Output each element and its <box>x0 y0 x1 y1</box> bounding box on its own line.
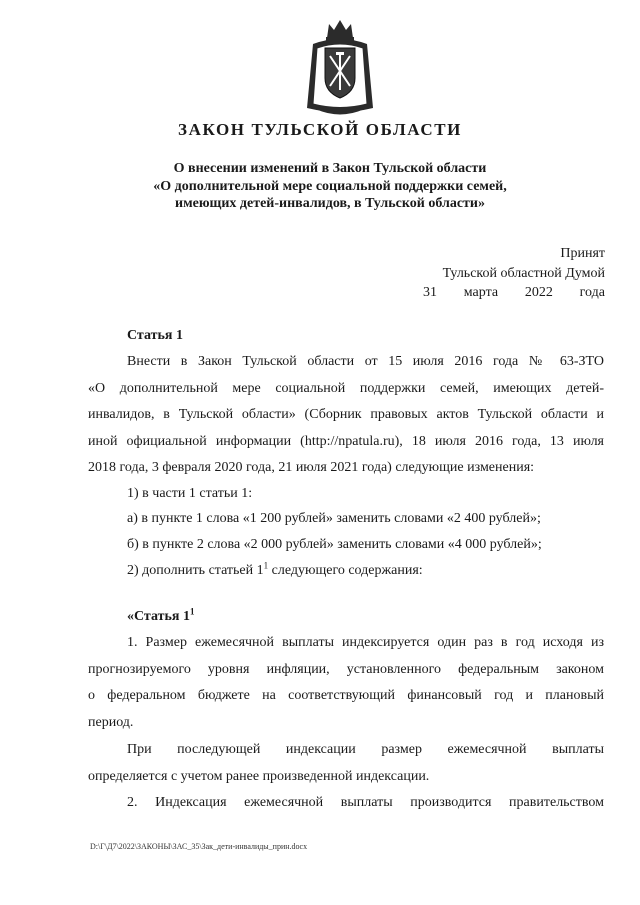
p2-line: При последующей индексации размер ежемесячной выплаты <box>127 742 604 757</box>
adoption-block <box>423 244 605 303</box>
item-1b: б) в пункте 2 слова «2 000 рублей» заменить словами «4 000 рублей»; <box>127 537 542 552</box>
article-1-intro <box>88 349 604 482</box>
adoption-year: 2022 <box>524 285 553 300</box>
coat-of-arms-emblem <box>303 16 377 120</box>
law-subtitle <box>120 160 540 213</box>
p3-line: 2. Индексация ежемесячной выплаты производится правительством <box>127 795 604 810</box>
item-1a: а) в пункте 1 слова «1 200 рублей» заменить словами «2 400 рублей»; <box>127 511 541 526</box>
item-2-text-end: следующего содержания: <box>268 563 423 578</box>
p1-line: о федеральном бюджете на соответствующий финансовый год и плановый <box>88 688 604 703</box>
intro-line: инвалидов, в Тульской области» (Сборник правовых актов Тульской области и <box>88 407 604 422</box>
p1-line: 1. Размер ежемесячной выплаты индексируется один раз в год исходя из <box>127 635 604 650</box>
subtitle-line: «О дополнительной мере социальной поддержки семей, <box>153 178 507 194</box>
item-2 <box>127 560 423 579</box>
item-1: 1) в части 1 статьи 1: <box>127 486 253 501</box>
item-2-text: 2) дополнить статьей 1 <box>127 563 264 578</box>
subtitle-line: О внесении изменений в Закон Тульской области <box>173 161 487 176</box>
adoption-date <box>423 283 605 303</box>
p2-line: определяется с учетом ранее произведенной индексации. <box>88 768 430 784</box>
adoption-day: 31 <box>423 285 437 300</box>
file-path-footer: D:\Г\Д7\2022\ЗАКОНЫ\ЗАС_35\Зак_дети-инвалиды_прин.docx <box>90 842 308 851</box>
subtitle-line: имеющих детей-инвалидов, в Тульской области» <box>175 196 485 211</box>
article-1-1-paragraph-1 <box>88 630 604 736</box>
p1-line: период. <box>88 714 134 730</box>
article-1-1-paragraph-2 <box>88 737 604 790</box>
p1-line: прогнозируемого уровня инфляции, установленного федеральным законом <box>88 661 604 677</box>
adopted-body: Тульской областной Думой <box>442 265 605 281</box>
law-title: ЗАКОН ТУЛЬСКОЙ ОБЛАСТИ <box>178 120 462 139</box>
article-1-1-heading-text: «Статья 1 <box>127 609 190 624</box>
intro-line: 2018 года, 3 февраля 2020 года, 21 июля 2021 года) следующие изменения: <box>88 460 535 475</box>
adoption-month: марта <box>463 285 499 300</box>
adoption-year-word: года <box>579 285 605 300</box>
intro-line: «О дополнительной мере социальной поддержки семей, имеющих детей- <box>88 380 604 396</box>
adopted-label: Принят <box>560 246 605 261</box>
article-1-1-heading <box>127 606 195 625</box>
article-1-1-paragraph-3 <box>88 790 604 817</box>
article-1-heading: Статья 1 <box>127 328 183 343</box>
article-1-1-heading-sup: 1 <box>189 606 195 617</box>
intro-line: Внести в Закон Тульской области от 15 июля 2016 года № 63-ЗТО <box>127 354 604 369</box>
intro-line: иной официальной информации (http://npatula.ru), 18 июля 2016 года, 13 июля <box>88 433 604 449</box>
item-2-sup: 1 <box>263 560 269 571</box>
